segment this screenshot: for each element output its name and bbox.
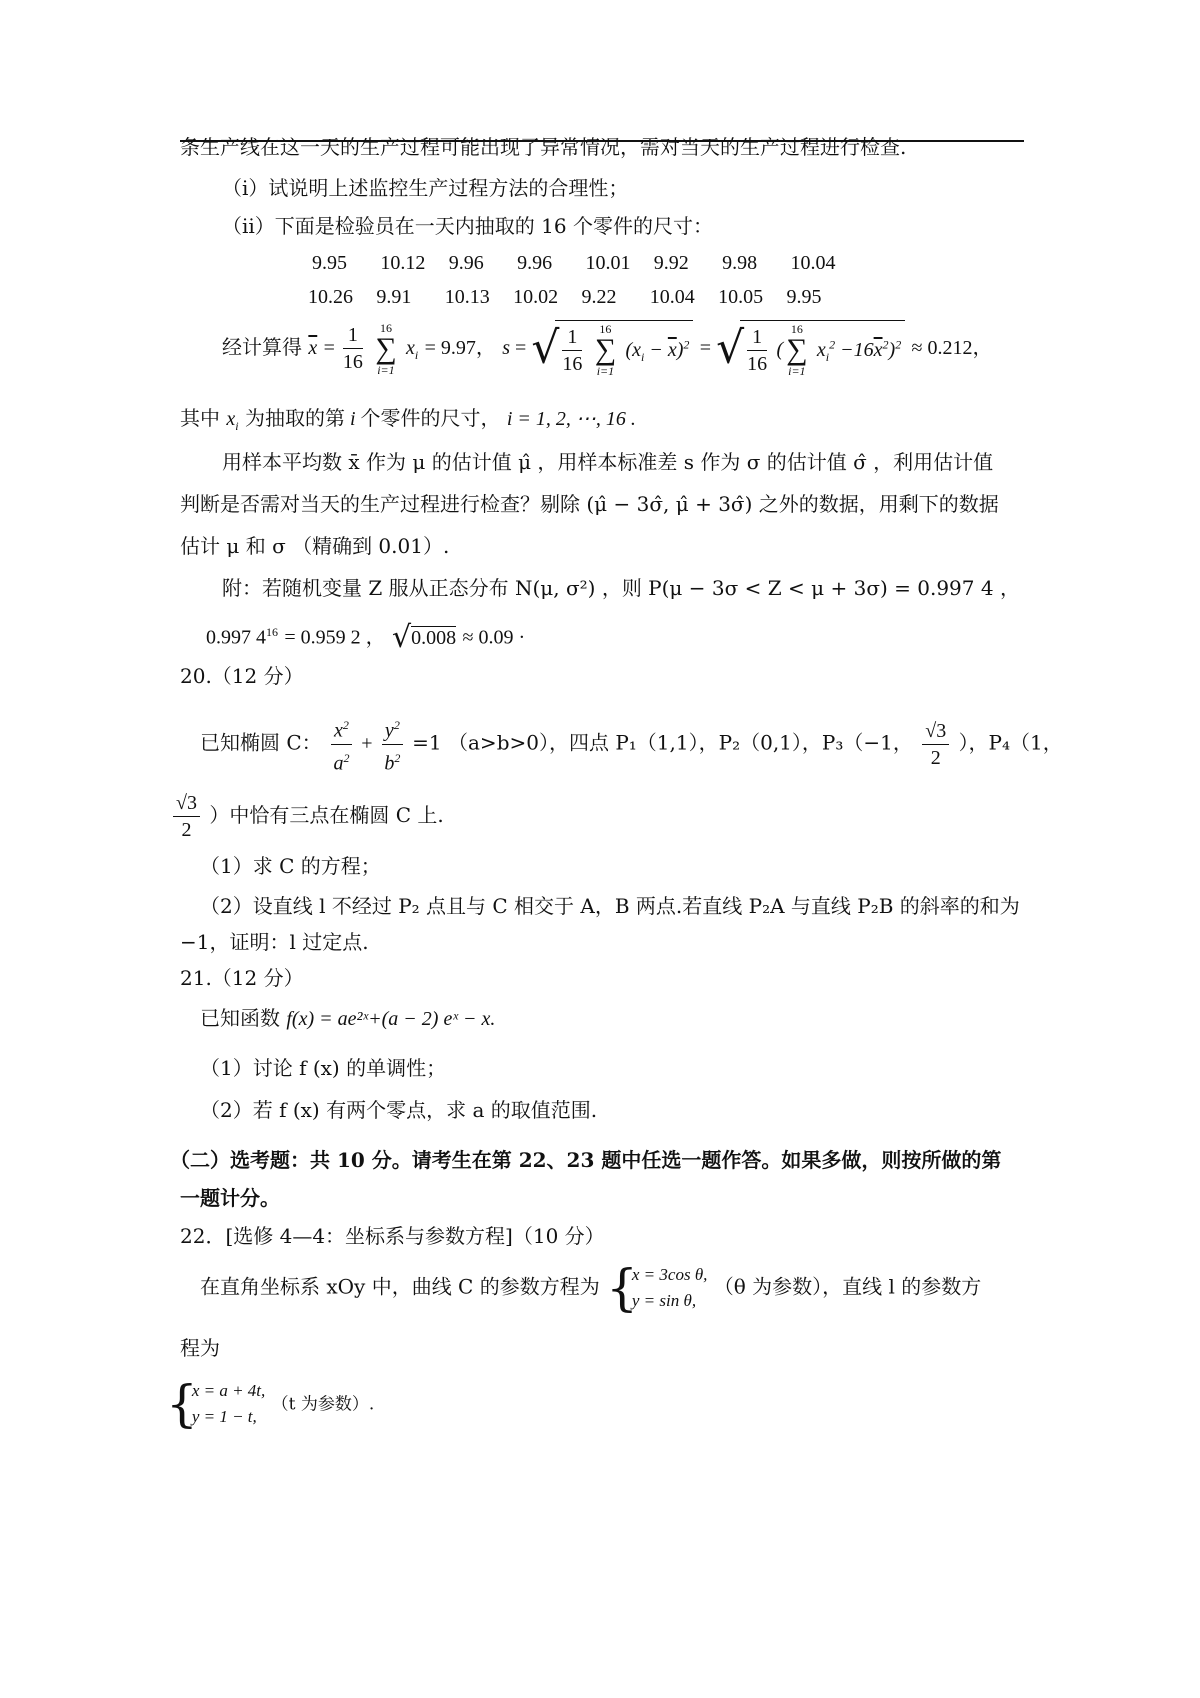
data-cell: 9.91 bbox=[376, 286, 412, 308]
q20-part-2-line-1: （2）设直线 l 不经过 P₂ 点且与 C 相交于 A，B 两点.若直线 P₂A 与直线 P₂B 的斜率的和为 bbox=[200, 894, 1020, 918]
q22-line-2: 程为 bbox=[180, 1336, 220, 1360]
statistics-formula: 经计算得 $\overline{x}$ = $\frac{1}{16}$ 16 ∑ i=1 $x_i = 9.97$， s = √ $\frac{1}{16}$ 16 ∑ i=1 $(x_i - \overline{x})^2$ = √ $\frac{1}{16}$ ( 16 ∑ i=1 $x_i^2 -16\overline{x}^2)^2 \approx 0.212$， bbox=[222, 320, 993, 378]
q19-part-i: （ⅰ）试说明上述监控生产过程方法的合理性； bbox=[222, 176, 629, 200]
data-cell: 10.13 bbox=[444, 286, 490, 308]
data-cell: 10.01 bbox=[585, 252, 631, 274]
appendix-line-2: 0.997 $4^{16} = 0.959$ 2 ， √0.008 ≈ 0.09 · bbox=[206, 620, 526, 655]
q20-line-2: $\frac{√3}{2}$ ）中恰有三点在椭圆 C 上. bbox=[170, 790, 444, 843]
data-cell: 9.96 bbox=[448, 252, 484, 274]
data-cell: 9.98 bbox=[722, 252, 758, 274]
data-cell: 9.92 bbox=[653, 252, 689, 274]
continuation-text: 条生产线在这一天的生产过程可能出现了异常情况，需对当天的生产过程进行检查. bbox=[180, 135, 907, 159]
data-cell: 10.12 bbox=[380, 252, 426, 274]
data-cell: 9.95 bbox=[312, 252, 347, 274]
q20-header: 20.（12 分） bbox=[180, 664, 304, 688]
data-cell: 10.04 bbox=[649, 286, 695, 308]
estimate-line-3: 估计 μ 和 σ （精确到 0.01）. bbox=[180, 534, 450, 558]
estimate-line-1: 用样本平均数 x̄ 作为 μ 的估计值 μ̂ ，用样本标准差 s 作为 σ 的估计值 σ̂ ，利用估计值 bbox=[222, 450, 994, 474]
elective-line-2: 一题计分。 bbox=[180, 1186, 280, 1210]
data-cell: 10.05 bbox=[718, 286, 764, 308]
q19-part-ii: （ⅱ）下面是检验员在一天内抽取的 16 个零件的尺寸： bbox=[222, 214, 713, 238]
data-row-2 bbox=[308, 282, 849, 311]
data-cell: 10.02 bbox=[513, 286, 559, 308]
data-cell: 9.22 bbox=[581, 286, 617, 308]
where-line: 其中 $x_i$ 为抽取的第 i 个零件的尺寸， i = 1, 2, ⋯, 16 . bbox=[180, 406, 636, 433]
data-cell: 10.04 bbox=[790, 252, 836, 274]
q20-statement: 已知椭圆 C： $\frac{x^2}{a^2}$ + $\frac{y^2}{b^2}$ =1 （a>b>0），四点 P₁（1,1），P₂（0,1），P₃（−1， $\frac{√3}{2}$ ），P₄（1， bbox=[200, 712, 1063, 776]
estimate-line-2: 判断是否需对当天的生产过程进行检查？剔除 (μ̂ − 3σ̂, μ̂ + 3σ̂) 之外的数据，用剩下的数据 bbox=[180, 492, 999, 516]
data-cell: 9.96 bbox=[517, 252, 553, 274]
data-row-1 bbox=[312, 248, 853, 277]
data-cell: 10.26 bbox=[308, 286, 353, 308]
q21-part-1: （1）讨论 f (x) 的单调性； bbox=[200, 1056, 447, 1080]
q22-line-system: { x = a + 4t, y = 1 − t, （t 为参数）. bbox=[166, 1375, 375, 1433]
q21-statement: 已知函数 f(x) = ae²ˣ+(a − 2) eˣ − x. bbox=[200, 1006, 496, 1030]
q21-part-2: （2）若 f (x) 有两个零点，求 a 的取值范围. bbox=[200, 1098, 598, 1122]
q20-part-2-line-2: −1，证明：l 过定点. bbox=[180, 930, 369, 954]
q20-part-1: （1）求 C 的方程； bbox=[200, 854, 381, 878]
data-cell: 9.95 bbox=[786, 286, 822, 308]
q21-header: 21.（12 分） bbox=[180, 966, 304, 990]
q22-statement: 在直角坐标系 xOy 中，曲线 C 的参数方程为 { x = 3cos θ, y = sin θ, （θ 为参数），直线 l 的参数方 bbox=[200, 1259, 982, 1317]
elective-line-1: （二）选考题：共 10 分。请考生在第 22、23 题中任选一题作答。如果多做，则按所做的第 bbox=[170, 1148, 1002, 1172]
q22-header: 22．[选修 4—4：坐标系与参数方程]（10 分） bbox=[180, 1224, 605, 1248]
appendix-line-1: 附：若随机变量 Z 服从正态分布 N(μ, σ²) ，则 P(μ − 3σ < Z < μ + 3σ) = 0.997 4 ， bbox=[222, 576, 1020, 600]
